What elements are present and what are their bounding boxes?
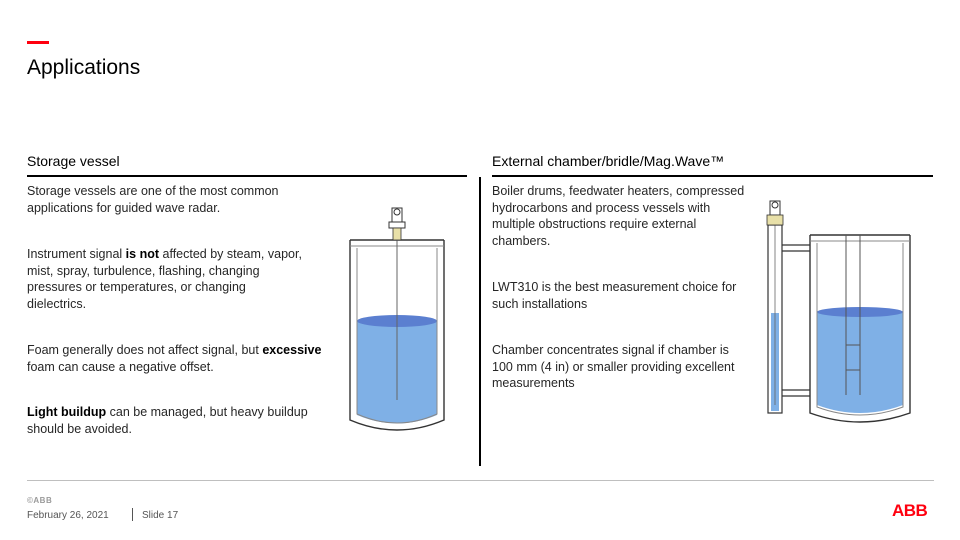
storage-paragraph-4: Light buildup can be managed, but heavy buildup should be avoided. (27, 405, 308, 436)
footer-separator (132, 508, 133, 521)
copyright-label: ©ABB (27, 496, 53, 505)
external-chamber-heading: External chamber/bridle/Mag.Wave™ (492, 153, 725, 169)
abb-logo: ABB (892, 501, 928, 520)
footer-date: February 26, 2021 (27, 510, 109, 521)
emphasis-is-not: is not (125, 247, 160, 261)
left-heading-rule (27, 175, 467, 177)
chamber-tank-icon (760, 195, 920, 425)
chamber-paragraph-2: LWT310 is the best measurement choice for such installations (492, 280, 737, 311)
page-title: Applications (27, 56, 141, 79)
emphasis-excessive: excessive (262, 343, 322, 357)
storage-paragraph-1: Storage vessels are one of the most common applications for guided wave radar. (27, 184, 279, 215)
storage-tank-icon (340, 200, 455, 440)
chamber-paragraph-1: Boiler drums, feedwater heaters, compressed hydrocarbons and process vessels with multiple obstructions require external chambers. (492, 184, 745, 248)
column-divider (479, 177, 481, 466)
storage-vessel-heading: Storage vessel (27, 153, 120, 169)
slide-number: Slide 17 (142, 510, 179, 521)
storage-paragraph-3: Foam generally does not affect signal, but excessive foam can cause a negative offset. (27, 343, 322, 374)
footer-rule (27, 480, 934, 481)
title-accent-bar (27, 41, 49, 44)
right-heading-rule (492, 175, 933, 177)
chamber-paragraph-3: Chamber concentrates signal if chamber is 100 mm (4 in) or smaller providing excellent measurements (492, 343, 735, 390)
storage-paragraph-2: Instrument signal is not affected by steam, vapor, mist, spray, turbulence, flashing, changing pressures or temperatures, or changing dielectrics. (27, 247, 302, 311)
emphasis-light-buildup: Light buildup (27, 405, 107, 419)
